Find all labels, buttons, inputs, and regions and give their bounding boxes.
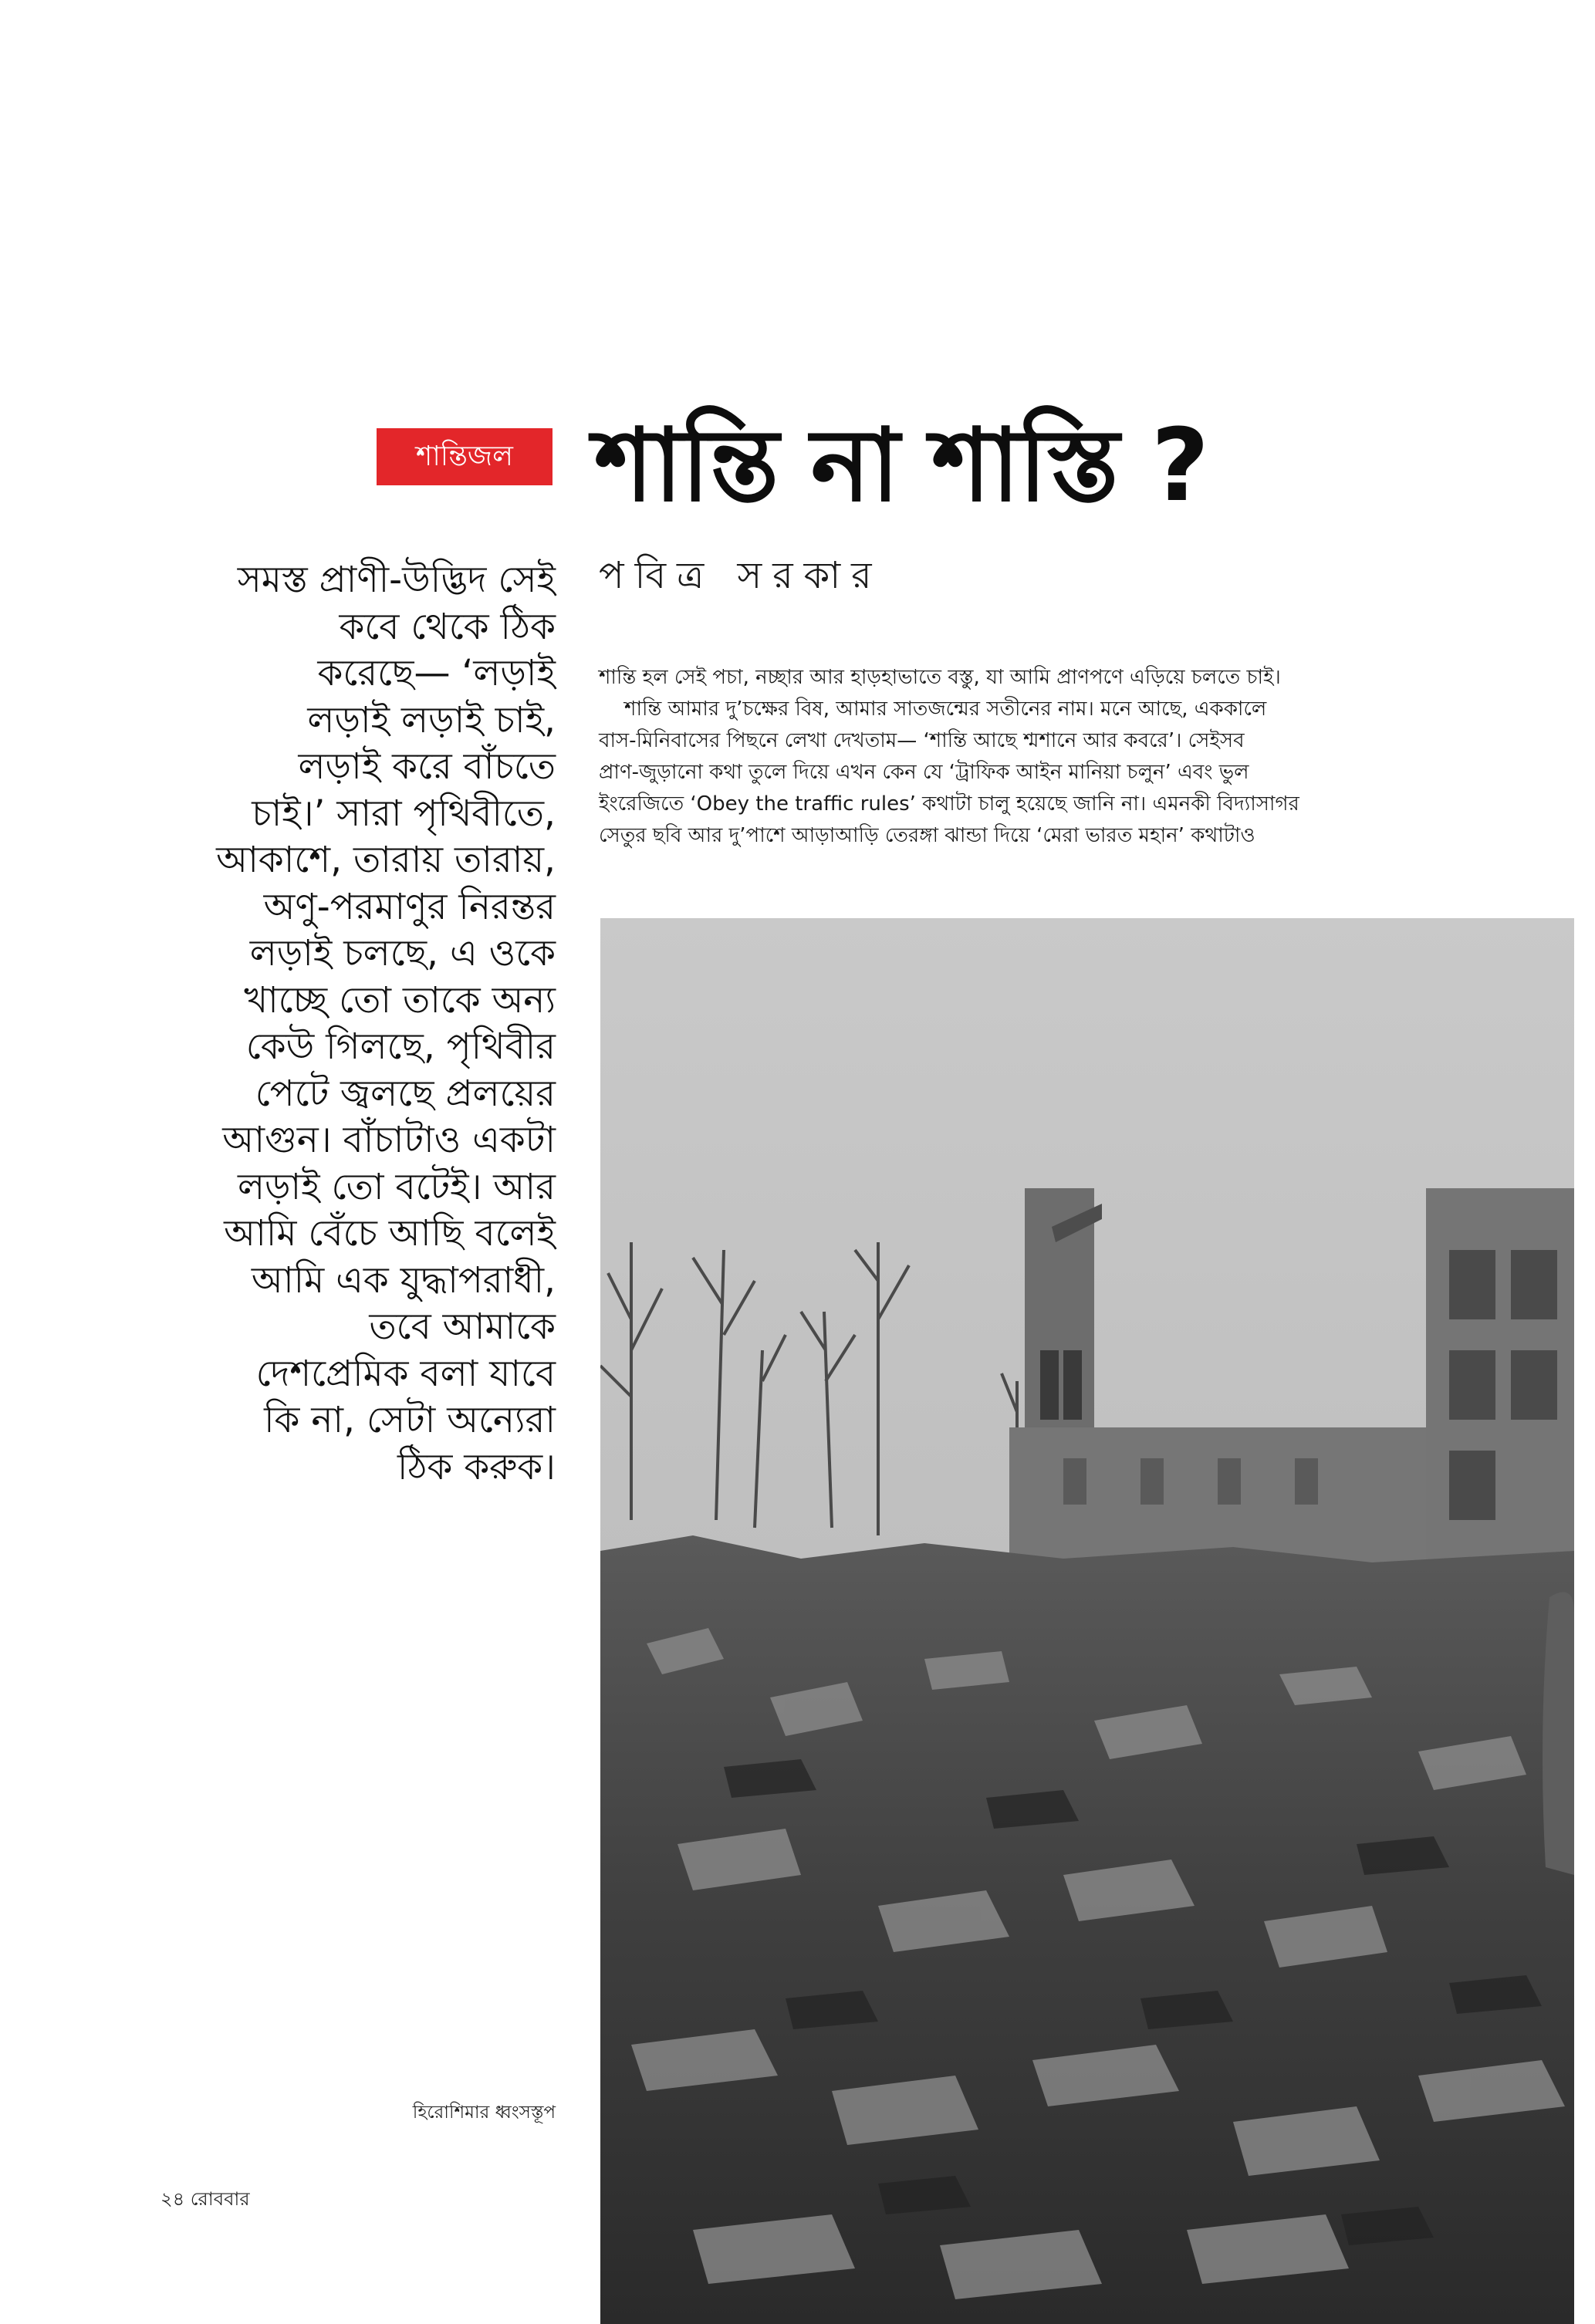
pull-quote-line: কেউ গিলছে, পৃথিবীর — [245, 1025, 556, 1068]
article-line: শান্তি আমার দু’চক্ষের বিষ, আমার সাতজন্মের সতীনের নাম। মনে আছে, এককালে — [599, 698, 1267, 721]
pull-quote-line: কবে থেকে ঠিক — [339, 605, 556, 648]
pull-quote-line: আমি বেঁচে আছি বলেই — [224, 1212, 556, 1255]
pull-quote-line: সমস্ত প্রাণী-উদ্ভিদ সেই — [237, 559, 556, 601]
pull-quote-line: তবে আমাকে — [369, 1306, 556, 1348]
article-body — [599, 662, 1432, 878]
hiroshima-ruins-photo — [600, 918, 1574, 2324]
page-folio: ২৪ রোববার — [161, 2188, 250, 2210]
pull-quote-line: দেশপ্রেমিক বলা যাবে — [255, 1352, 556, 1395]
author-byline: পবিত্র সরকার — [599, 554, 883, 597]
pull-quote-line: চাই।’ সারা পৃথিবীতে, — [252, 792, 556, 835]
pull-quote-line: আমি এক যুদ্ধাপরাধী, — [251, 1258, 556, 1302]
pull-quote-line: আকাশে, তারায় তারায়, — [216, 839, 556, 881]
article-line: বাস-মিনিবাসের পিছনে লেখা দেখতাম— ‘শান্তি আছে শ্মশানে আর কবরে’। সেইসব — [599, 729, 1245, 752]
headline: শান্তি না শাস্তি ? — [594, 407, 1208, 524]
standing-figure — [1543, 1592, 1574, 1875]
pull-quote-line: লড়াই করে বাঁচতে — [298, 745, 556, 788]
pull-quote-line: লড়াই চলছে, এ ওকে — [249, 932, 556, 975]
pull-quote-line: পেটে জ্বলছে প্রলয়ের — [255, 1072, 556, 1115]
article-line: প্রাণ-জুড়ানো কথা তুলে দিয়ে এখন কেন যে ‘ট্রাফিক আইন মানিয়া চলুন’ এবং ভুল — [599, 761, 1249, 784]
article-line: সেতুর ছবি আর দু’পাশে আড়াআড়ি তেরঙ্গা ঝান্ডা দিয়ে ‘মেরা ভারত মহান’ কথাটাও — [599, 824, 1255, 847]
section-badge: শান্তিজল — [377, 428, 553, 485]
pull-quote-line: করেছে— ‘লড়াই — [317, 652, 556, 694]
pull-quote-line: লড়াই লড়াই চাই, — [307, 698, 556, 741]
pull-quote-line: অণু-পরমাণুর নিরন্তর — [263, 885, 556, 928]
pull-quote-line: লড়াই তো বটেই। আর — [237, 1165, 556, 1208]
pull-quote-line: আগুন। বাঁচাটাও একটা — [222, 1119, 556, 1161]
article-line: ইংরেজিতে ‘Obey the traffic rules’ কথাটা চালু হয়েছে জানি না। এমনকী বিদ্যাসাগর — [599, 792, 1299, 816]
ruins-illustration — [600, 918, 1574, 2324]
rubble-ground — [600, 1535, 1574, 2324]
pull-quote-line: খাচ্ছে তো তাকে অন্য — [244, 978, 556, 1022]
pull-quote — [164, 557, 556, 1714]
pull-quote-line: ঠিক করুক। — [397, 1445, 556, 1488]
ruined-building-right — [1426, 1188, 1574, 1574]
pull-quote-line: কি না, সেটা অন্যেরা — [264, 1399, 556, 1441]
photo-caption: হিরোশিমার ধ্বংসস্তূপ — [412, 2103, 556, 2123]
article-line: শান্তি হল সেই পচা, নচ্ছার আর হাড়হাভাতে বস্তু, যা আমি প্রাণপণে এড়িয়ে চলতে চাই। — [599, 666, 1281, 689]
